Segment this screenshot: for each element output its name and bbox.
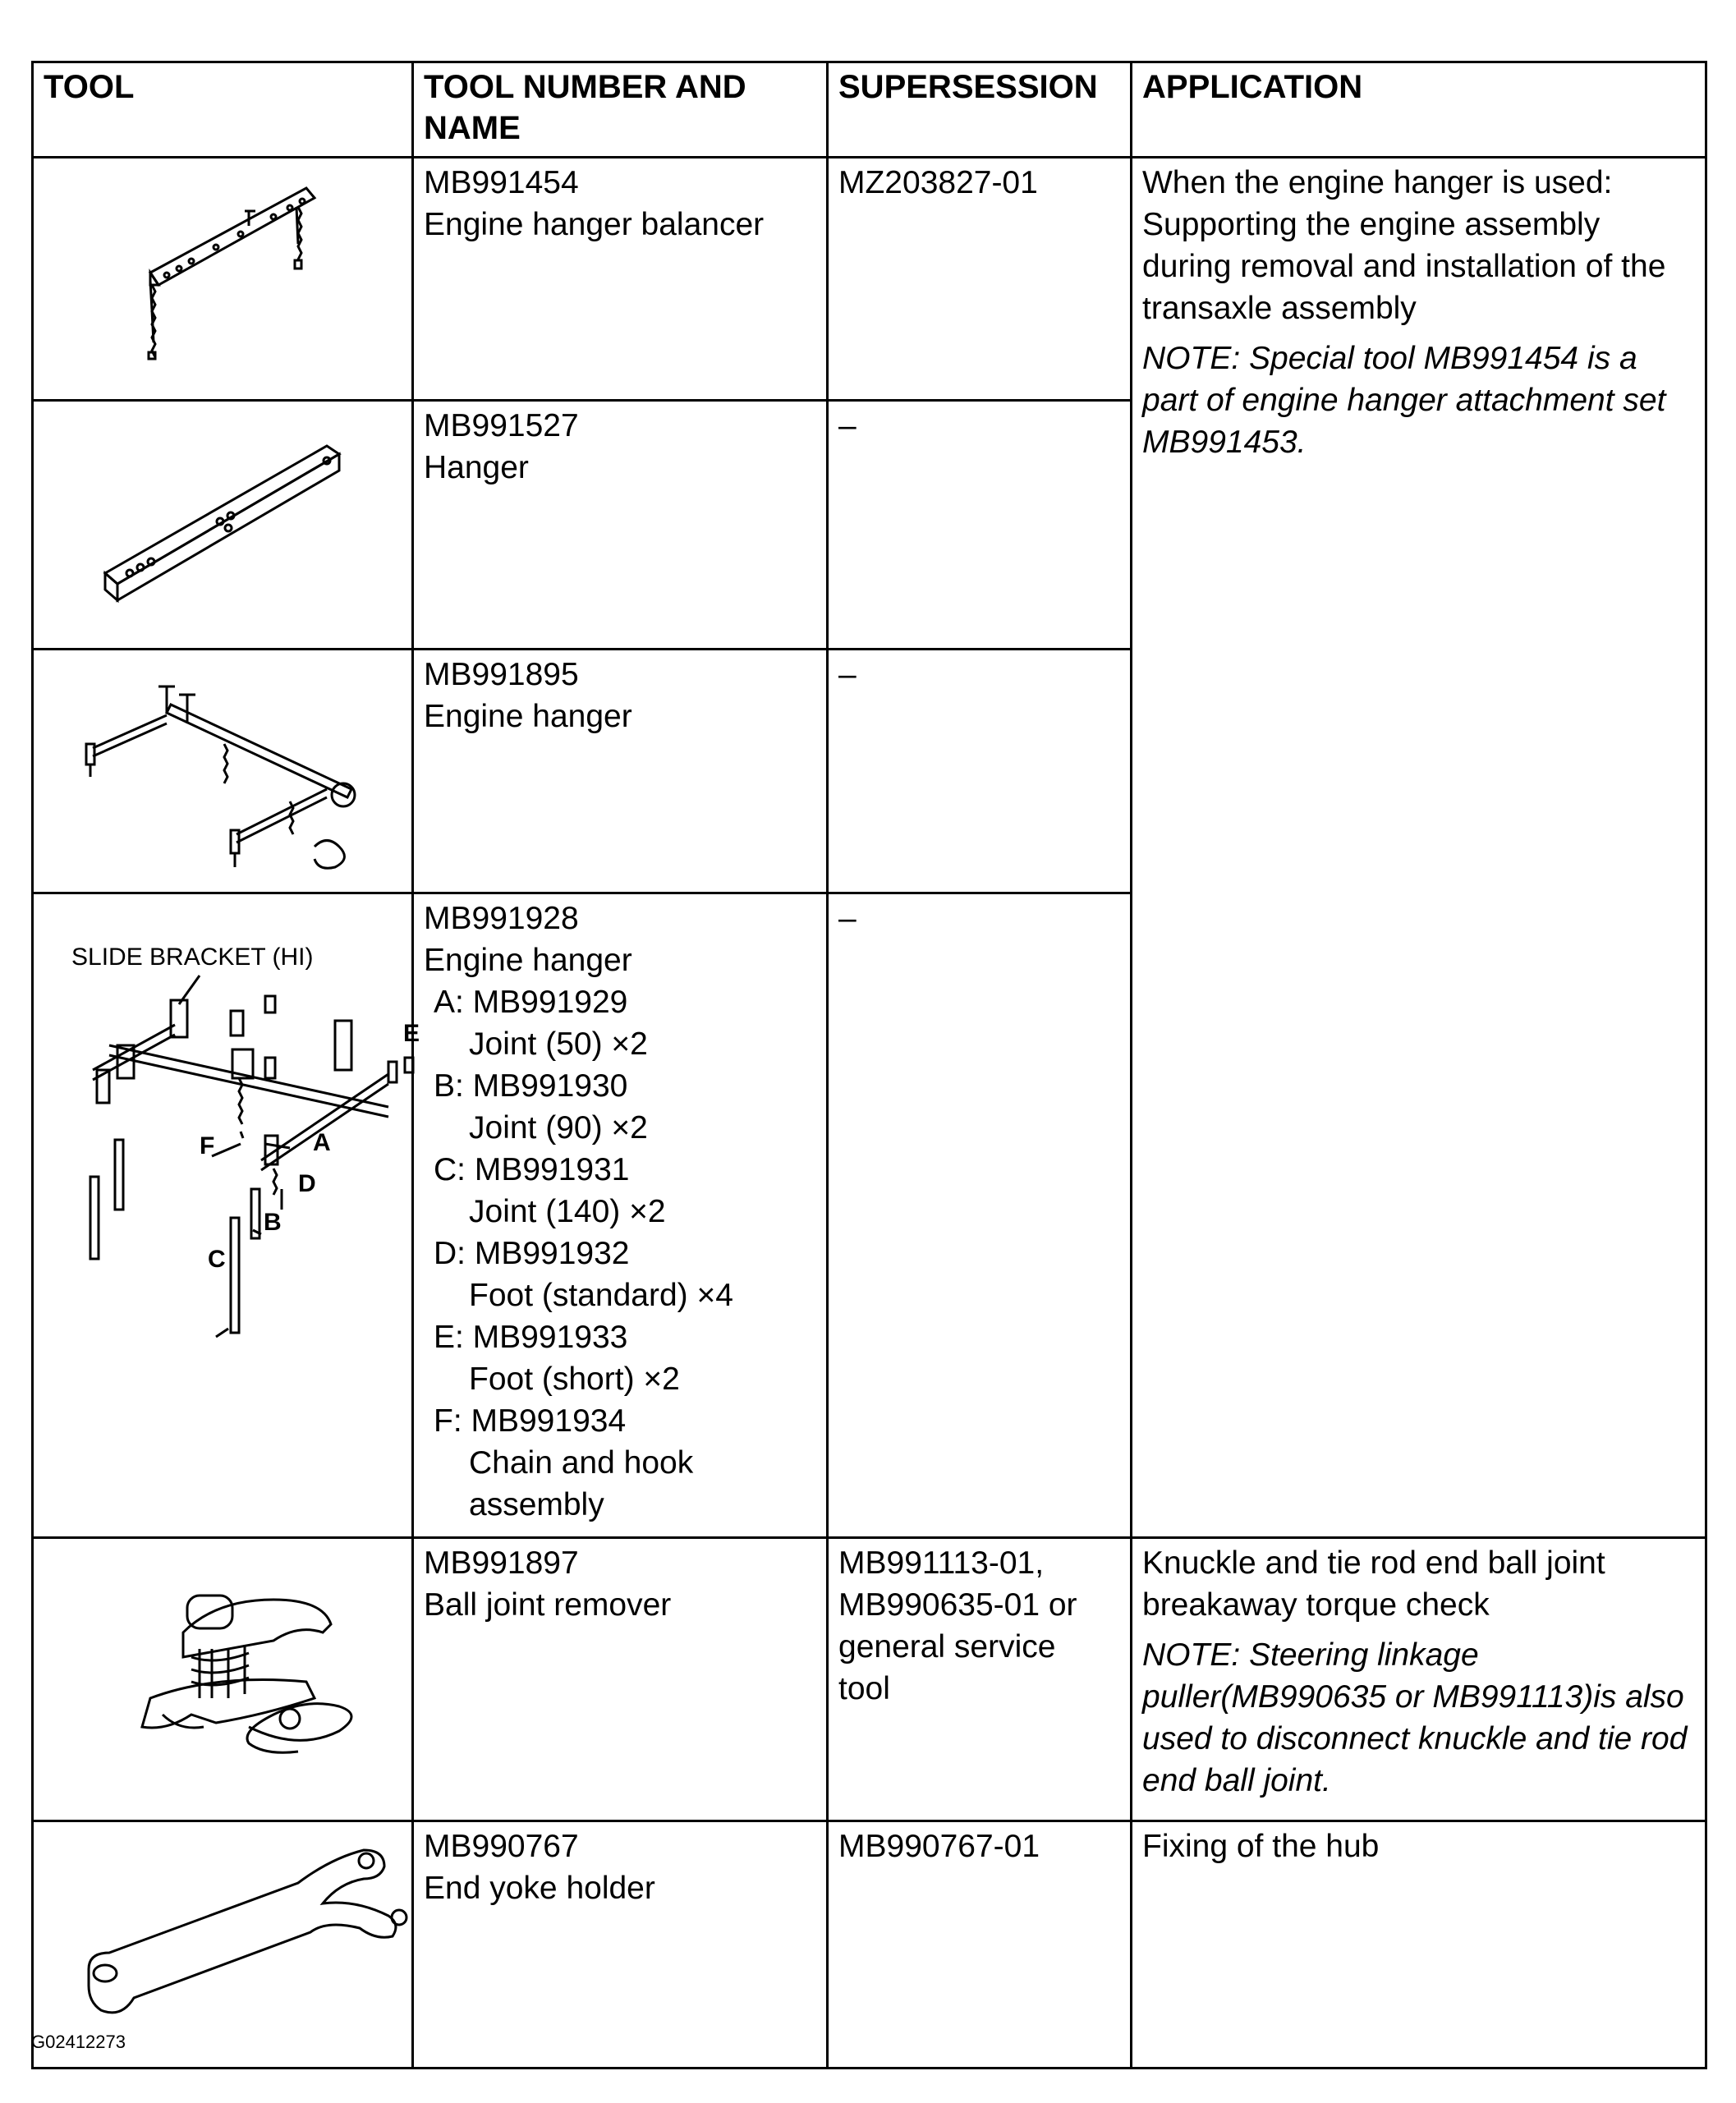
- tool-number-name-cell: [413, 158, 828, 401]
- application-cell: [1132, 1538, 1706, 1821]
- end-yoke-holder-illustration: [44, 1825, 424, 2062]
- tool-number: MB991527: [424, 408, 579, 443]
- header-application: APPLICATION: [1132, 62, 1706, 158]
- tool-number: MB991897: [424, 1545, 579, 1581]
- part-desc: assembly: [469, 1487, 604, 1522]
- label-a: A: [313, 1129, 331, 1156]
- tool-image-cell: [33, 1538, 413, 1821]
- tool-number-name-cell: [413, 1821, 828, 2069]
- tool-number: MB991454: [424, 165, 579, 200]
- supersession-cell: –: [828, 650, 1132, 893]
- application-text: When the engine hanger is used: Supporting the engine assembly during removal and installation of the transaxle assembly: [1142, 165, 1666, 326]
- header-row: [33, 62, 1706, 158]
- engine-hanger-kit-illustration: [44, 898, 424, 1531]
- header-tool: TOOL: [33, 62, 413, 158]
- supersession-cell: –: [828, 893, 1132, 1538]
- tool-image-cell: [33, 158, 413, 401]
- part-desc: Foot (short) ×2: [469, 1361, 680, 1397]
- supersession-cell: MZ203827-01: [828, 158, 1132, 401]
- tool-image-cell: [33, 893, 420, 1538]
- tool-number: MB990767: [424, 1829, 579, 1864]
- part-code: B: MB991930: [434, 1068, 628, 1104]
- application-text: Knuckle and tie rod end ball joint breakaway torque check: [1142, 1545, 1605, 1623]
- tool-image-cell: [33, 650, 413, 893]
- table-row: [33, 1821, 1706, 2069]
- label-f: F: [200, 1132, 215, 1159]
- part-desc: Joint (50) ×2: [469, 1026, 648, 1062]
- tool-name: End yoke holder: [424, 1871, 655, 1906]
- part-desc: Joint (140) ×2: [469, 1194, 666, 1229]
- tool-number: MB991928: [424, 901, 579, 936]
- engine-hanger-illustration: [44, 654, 424, 887]
- tool-name: Engine hanger: [424, 943, 632, 978]
- hanger-illustration: [44, 405, 424, 643]
- header-tool-number-name: TOOL NUMBER AND NAME: [413, 62, 828, 158]
- part-desc: Joint (90) ×2: [469, 1110, 648, 1146]
- tool-number-name-cell: [413, 893, 828, 1538]
- tool-name: Ball joint remover: [424, 1587, 672, 1623]
- tool-image-cell: [33, 401, 413, 650]
- supersession-cell: [828, 1538, 1132, 1821]
- application-note: NOTE: Special tool MB991454 is a part of engine hanger attachment set MB991453.: [1142, 341, 1666, 460]
- application-note: NOTE: Steering linkage puller(MB990635 or MB991113)is also used to disconnect knuckle and tie rod end ball joint.: [1142, 1637, 1688, 1798]
- supersession-line: MB990635-01 or: [838, 1587, 1077, 1623]
- figure-id: G02412273: [31, 2032, 126, 2052]
- label-d: D: [298, 1170, 316, 1197]
- part-code: E: MB991933: [434, 1320, 628, 1355]
- label-c: C: [208, 1246, 226, 1273]
- tool-number-name-cell: [413, 401, 828, 650]
- part-desc: Foot (standard) ×4: [469, 1278, 733, 1313]
- table-row: [33, 158, 1706, 401]
- tool-name: Engine hanger: [424, 699, 632, 734]
- slide-bracket-label: SLIDE BRACKET (HI): [71, 944, 314, 971]
- supersession-line: MB991113-01,: [838, 1545, 1045, 1581]
- special-tools-table: [31, 61, 1707, 2069]
- supersession-cell: –: [828, 401, 1132, 650]
- label-e: E: [402, 1020, 420, 1047]
- tool-name: Hanger: [424, 450, 529, 485]
- part-code: D: MB991932: [434, 1236, 630, 1271]
- header-supersession: SUPERSESSION: [828, 62, 1132, 158]
- tool-number-name-cell: [413, 1538, 828, 1821]
- supersession-cell: MB990767-01: [828, 1821, 1132, 2069]
- tool-number: MB991895: [424, 657, 579, 692]
- engine-hanger-balancer-illustration: [44, 162, 424, 394]
- tool-number-name-cell: [413, 650, 828, 893]
- supersession-line: general service: [838, 1629, 1056, 1664]
- table-row: [33, 1538, 1706, 1821]
- part-code: C: MB991931: [434, 1152, 630, 1187]
- supersession-line: tool: [838, 1671, 890, 1706]
- application-cell: Fixing of the hub: [1132, 1821, 1706, 2069]
- tool-name: Engine hanger balancer: [424, 207, 765, 242]
- part-code: A: MB991929: [434, 985, 628, 1020]
- ball-joint-remover-illustration: [44, 1542, 424, 1815]
- part-code: F: MB991934: [434, 1403, 627, 1439]
- part-desc: Chain and hook: [469, 1445, 694, 1481]
- label-b: B: [264, 1209, 282, 1236]
- application-cell: [1132, 158, 1706, 1538]
